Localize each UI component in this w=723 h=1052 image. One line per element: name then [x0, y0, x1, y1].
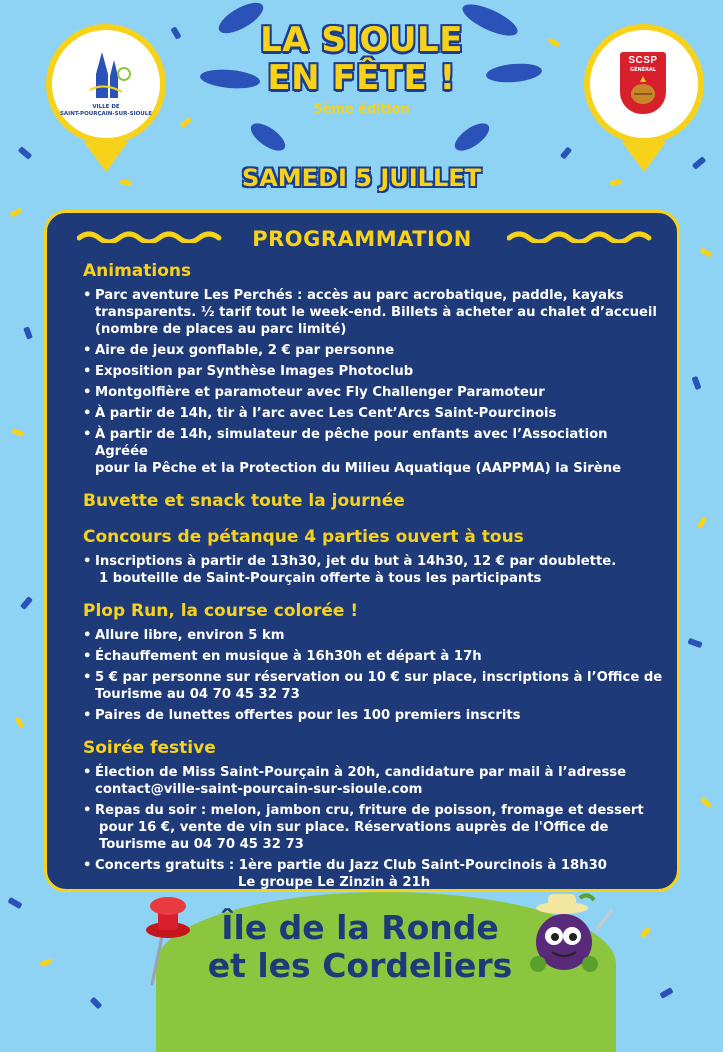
- plop-run-list: [83, 627, 663, 724]
- confetti-piece: [7, 897, 22, 909]
- list-item: • À partir de 14h, tir à l’arc avec Les Cent’Arcs Saint-Pourcinois: [83, 405, 663, 422]
- confetti-piece: [700, 247, 713, 257]
- section-title-plop-run: Plop Run, la course colorée !: [83, 601, 359, 621]
- event-date: SAMEDI 5 JUILLET: [241, 164, 482, 192]
- list-item: • Exposition par Synthèse Images Photoclub: [83, 363, 663, 380]
- list-item: • Inscriptions à partir de 13h30, jet du but à 14h30, 12 € par doublette. 1 bouteille de Saint-Pourçain offerte à tous les participants: [83, 553, 663, 587]
- section-title-buvette: Buvette et snack toute la journée: [83, 491, 405, 511]
- list-item: • Repas du soir : melon, jambon cru, friture de poisson, fromage et dessert pour 16 €, vente de vin sur place. Réservations auprès de l'Office de Tourisme au 04 70 45 32 73: [83, 802, 663, 853]
- program-content: [83, 259, 663, 891]
- confetti-piece: [560, 146, 572, 159]
- wave-decoration-right: [507, 229, 653, 243]
- petanque-list: [83, 553, 663, 587]
- grape-mascot-icon: [520, 890, 620, 990]
- confetti-piece: [18, 146, 33, 160]
- confetti-piece: [691, 376, 701, 390]
- title-line-1: LA SIOULE: [260, 20, 463, 60]
- confetti-piece: [659, 987, 673, 999]
- list-item: • Montgolfière et paramoteur avec Fly Challenger Paramoteur: [83, 384, 663, 401]
- confetti-piece: [20, 596, 33, 610]
- animations-list: [83, 287, 663, 477]
- confetti-piece: [700, 797, 712, 809]
- program-panel: [44, 210, 680, 892]
- venue-line-1: Île de la Ronde: [221, 908, 499, 947]
- list-item: • 5 € par personne sur réservation ou 10 € sur place, inscriptions à l’Office de Tourisme au 04 70 45 32 73: [83, 669, 663, 703]
- list-item: • Paires de lunettes offertes pour les 100 premiers inscrits: [83, 707, 663, 724]
- confetti-piece: [697, 516, 707, 529]
- venue-line-2: et les Cordeliers: [207, 946, 513, 985]
- confetti-piece: [687, 638, 702, 648]
- section-title-soiree: Soirée festive: [83, 738, 216, 758]
- list-item: • Élection de Miss Saint-Pourçain à 20h, candidature par mail à l’adresse contact@ville-saint-pourcain-sur-sioule.com: [83, 764, 663, 798]
- confetti-piece: [15, 716, 25, 728]
- list-item: • Concerts gratuits : 1ère partie du Jazz Club Saint-Pourcinois à 18h30 Le groupe Le Zinzin à 21h: [83, 857, 663, 891]
- confetti-piece: [23, 326, 33, 339]
- map-pin-icon: [138, 892, 198, 988]
- section-title-animations: Animations: [83, 261, 192, 281]
- confetti-piece: [180, 117, 192, 129]
- confetti-piece: [12, 428, 25, 437]
- list-item: • À partir de 14h, simulateur de pêche pour enfants avec l’Association Agréée pour la Pêche et la Protection du Milieu Aquatique (AAPPMA) la Sirène: [83, 426, 663, 477]
- list-item: • Aire de jeux gonflable, 2 € par personne: [83, 342, 663, 359]
- brush-stroke: [246, 118, 289, 156]
- confetti-piece: [40, 958, 53, 967]
- scsp-shield: SCSP GÉNÉRAL: [620, 52, 666, 114]
- city-logo-caption: VILLE DE SAINT-POURÇAIN-SUR-SIOULE: [59, 104, 153, 117]
- brush-stroke: [450, 118, 493, 156]
- soiree-list: [83, 764, 663, 891]
- edition-label: 5ème édition: [313, 102, 410, 117]
- list-item: • Allure libre, environ 5 km: [83, 627, 663, 644]
- list-item: • Parc aventure Les Perchés : accès au parc acrobatique, paddle, kayaks transparents. ½ tarif tout le week-end. Billets à acheter au chalet d’accueil (nombre de places au parc limité): [83, 287, 663, 338]
- confetti-piece: [640, 927, 651, 938]
- section-title-petanque: Concours de pétanque 4 parties ouvert à tous: [83, 527, 524, 547]
- title-line-2: EN FÊTE !: [267, 58, 456, 98]
- confetti-piece: [10, 207, 23, 217]
- confetti-piece: [90, 997, 103, 1010]
- program-heading: PROGRAMMATION: [252, 227, 472, 251]
- list-item: • Échauffement en musique à 16h30h et départ à 17h: [83, 648, 663, 665]
